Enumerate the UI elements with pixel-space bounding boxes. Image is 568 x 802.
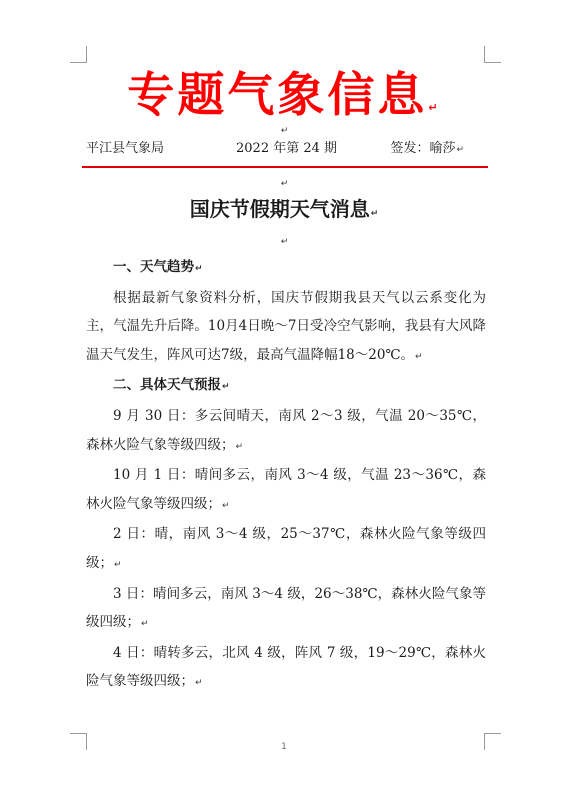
paragraph xyxy=(86,639,486,698)
paragraph-text: 3 日：晴间多云，南风 3～4 级，26～38℃，森林火险气象等级四级； xyxy=(86,585,486,631)
paragraph-text: 4 日：晴转多云，北风 4 级，阵风 7 级，19～29℃，森林火险气象等级四级； xyxy=(86,644,486,690)
red-divider xyxy=(82,166,488,168)
crop-mark-top-right xyxy=(484,46,501,63)
masthead-title: 专题气象信息 xyxy=(127,68,428,123)
paragraph-mark-icon: ↵ xyxy=(195,264,203,274)
section-heading-text: 二、具体天气预报 xyxy=(113,377,221,394)
paragraph-mark-icon: ↵ xyxy=(141,619,149,630)
paragraph-mark-icon: ↵ xyxy=(195,678,203,689)
paragraph-mark-icon: ↵ xyxy=(280,179,289,189)
document-body xyxy=(86,253,486,698)
signer-text: 签发：喻莎 xyxy=(390,141,456,156)
section-heading-text: 一、天气趋势 xyxy=(113,259,194,275)
issuer: 平江县气象局 xyxy=(86,141,165,156)
signer xyxy=(390,140,464,159)
paragraph-mark-icon: ↵ xyxy=(456,145,464,155)
paragraph xyxy=(86,402,486,461)
paragraph-text: 10 月 1 日：晴间多云，南风 3～4 级，气温 23～36℃，森林火险气象等级四级； xyxy=(86,467,486,512)
page-number: 1 xyxy=(281,742,287,752)
section-heading xyxy=(86,253,486,284)
paragraph xyxy=(86,284,486,372)
paragraph-mark-icon: ↵ xyxy=(280,237,289,247)
paragraph-text: 根据最新气象资料分析，国庆节假期我县天气以云系变化为主，气温先升后降。10月4日晚～7日受冷空气影响，我县有大风降温天气发生，阵风可达7级，最高气温降幅18～20℃。 xyxy=(86,289,486,363)
paragraph-mark-icon: ↵ xyxy=(415,351,423,362)
paragraph-mark-icon: ↵ xyxy=(114,559,122,570)
paragraph-mark-icon: ↵ xyxy=(428,101,441,114)
section-heading xyxy=(86,371,486,402)
paragraph-text: 2 日：晴，南风 3～4 级，25～37℃，森林火险气象等级四级； xyxy=(86,526,486,571)
paragraph-mark-icon: ↵ xyxy=(222,382,230,393)
paragraph-mark-icon: ↵ xyxy=(222,500,230,511)
paragraph-text: 9 月 30 日：多云间晴天，南风 2～3 级，气温 20～35℃，森林火险气象等级四级； xyxy=(86,407,486,453)
document-title xyxy=(0,194,568,229)
paragraph-mark-icon: ↵ xyxy=(280,126,289,136)
empty-line xyxy=(0,234,568,247)
paragraph xyxy=(86,461,486,520)
empty-line xyxy=(0,176,568,189)
document-title-text: 国庆节假期天气消息 xyxy=(189,197,370,221)
issue-number: 2022 年第 24 期 xyxy=(236,141,338,156)
paragraph-mark-icon: ↵ xyxy=(235,441,244,452)
paragraph xyxy=(86,580,486,639)
empty-line xyxy=(0,122,568,137)
crop-mark-top-left xyxy=(70,46,87,63)
paragraph xyxy=(86,520,486,579)
paragraph-mark-icon: ↵ xyxy=(370,209,379,219)
